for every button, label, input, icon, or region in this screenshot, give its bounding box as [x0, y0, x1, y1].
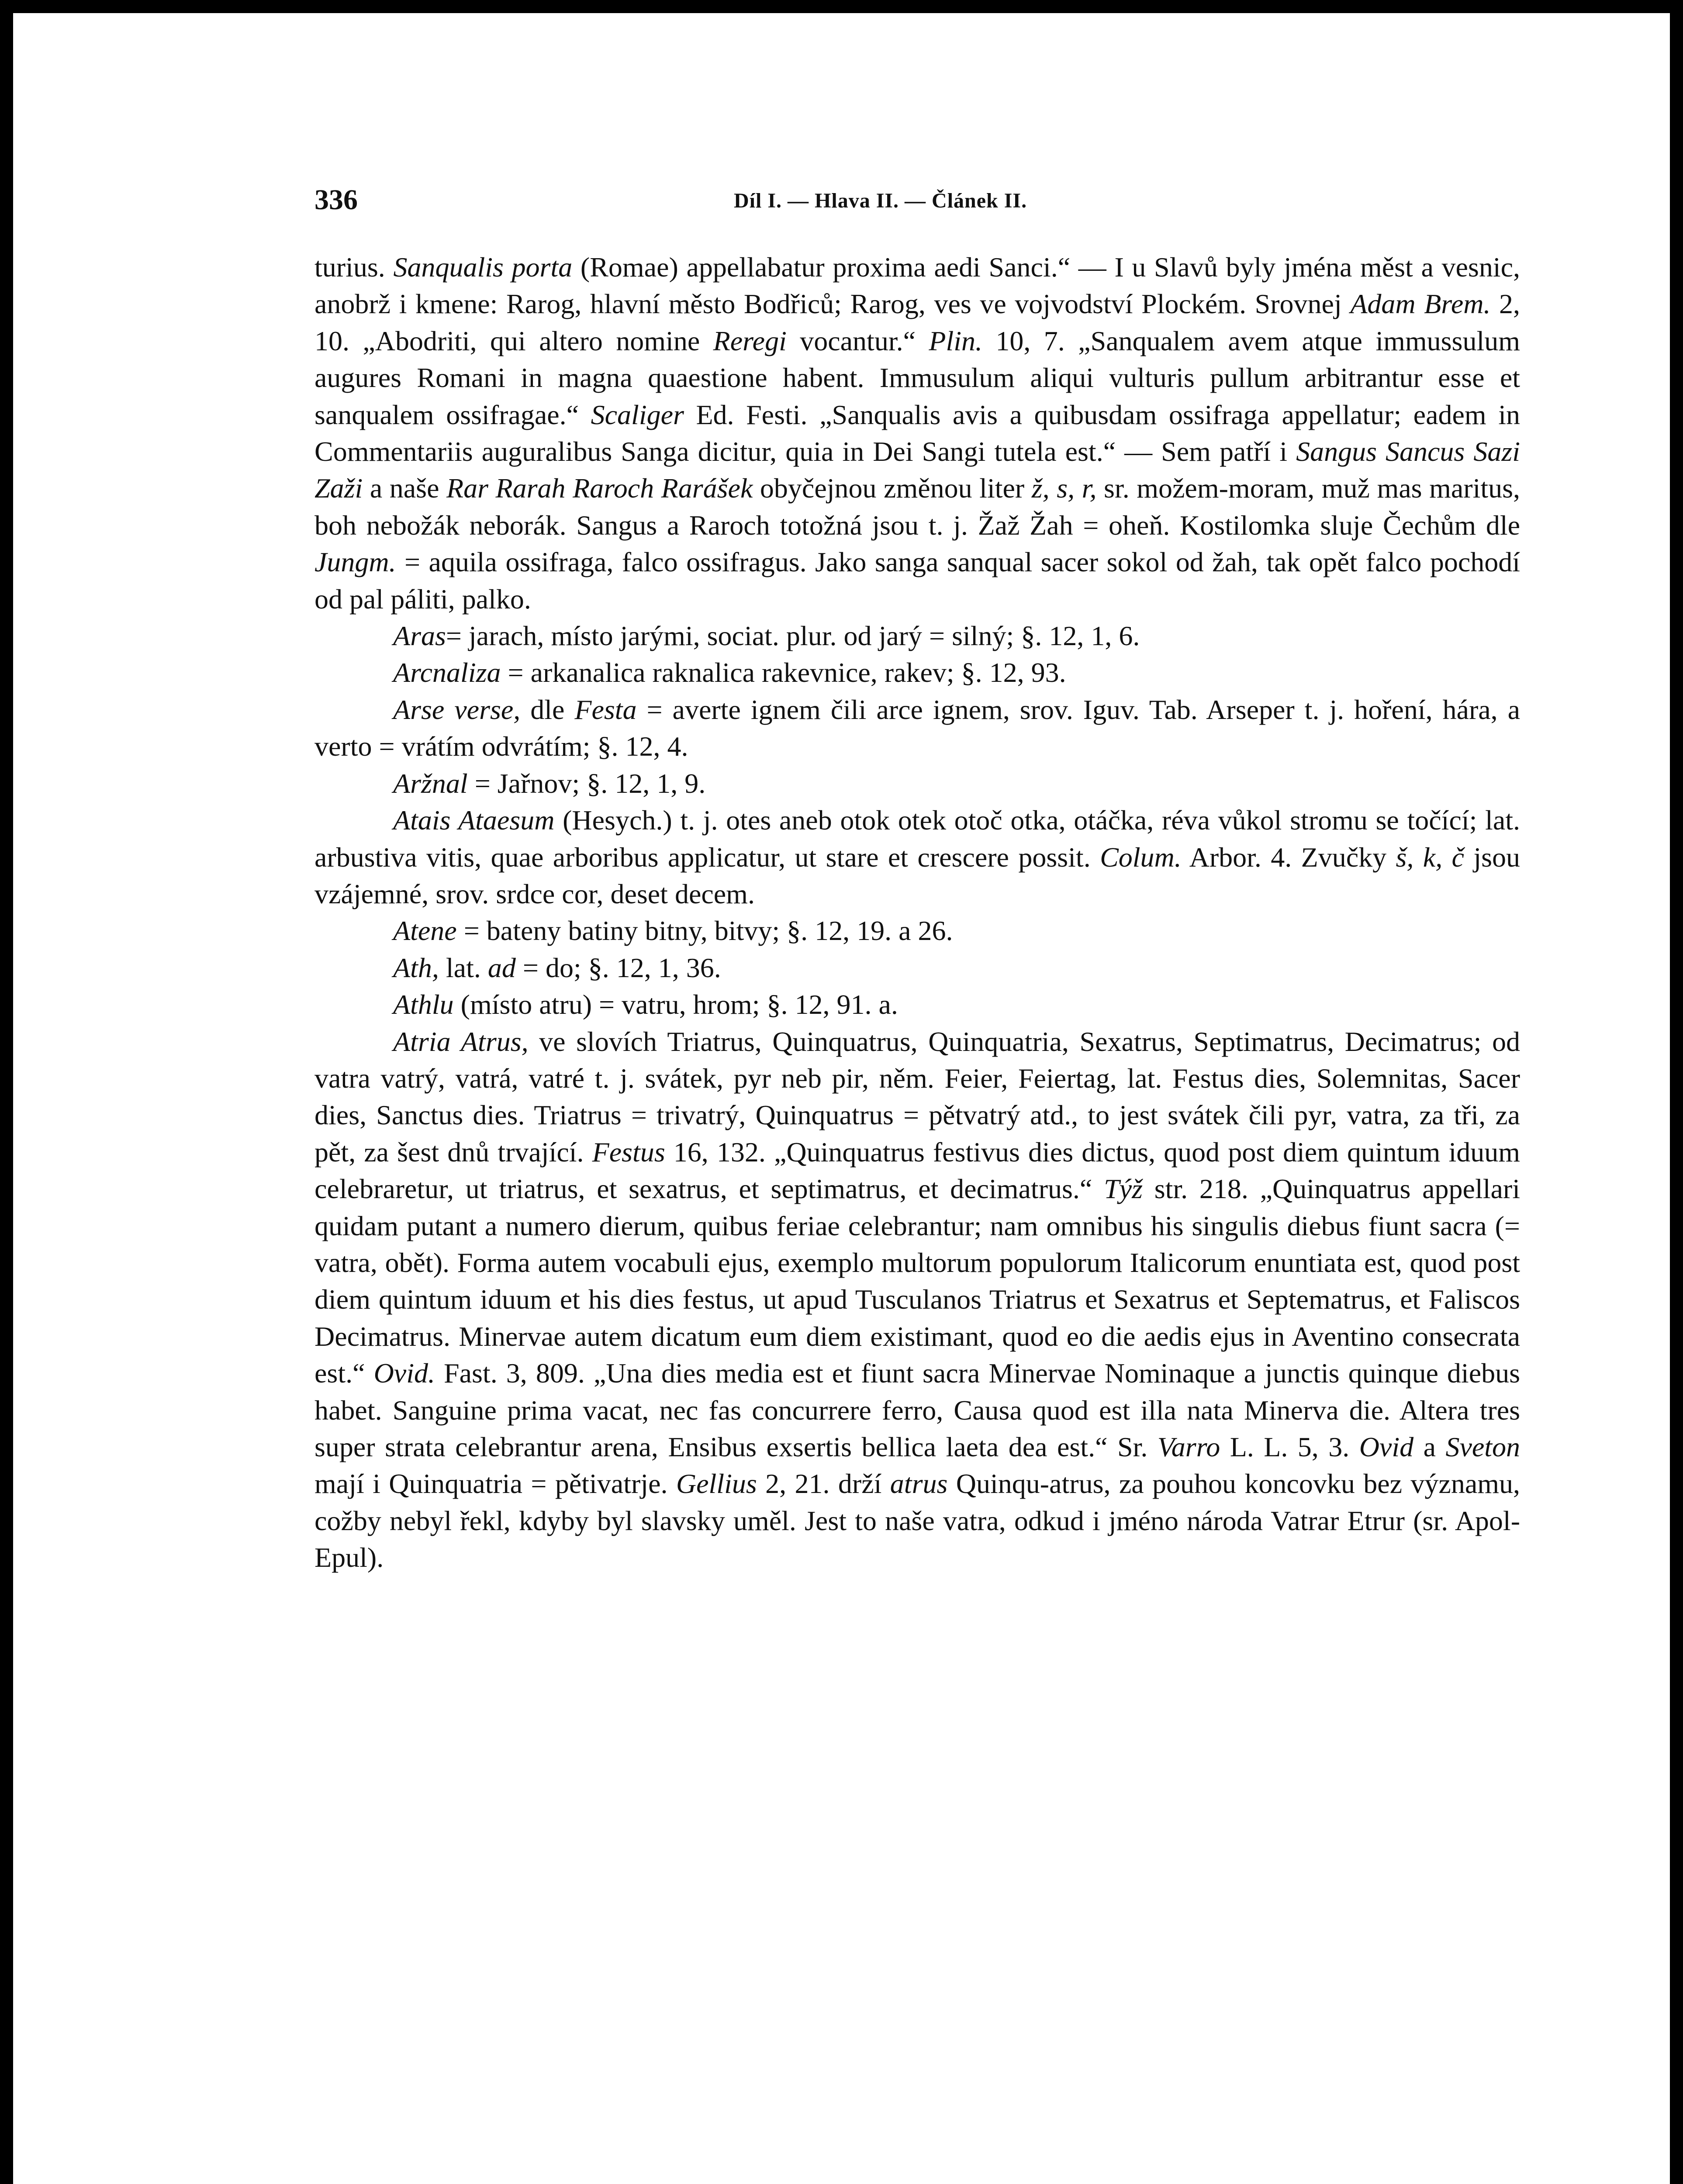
intro-paragraph: turius. Sanqualis porta (Romae) appellabatur proxima aedi Sanci.“ — I u Slavů byly jména měst a vesnic, anobrž i kmene: Rarog, hlavní město Bodřiců; Rarog, ves ve vojvodství Plockém. Srovnej Adam Brem. 2, 10. „Abodriti, qui altero nomine Reregi vocantur.“ Plin. 10, 7. „Sanqualem avem atque immussulum augures Romani in magna quaestione habent. Immusulum aliqui vulturis pullum arbitrantur esse et sanqualem ossifragae.“ Scaliger Ed. Festi. „Sanqualis avis a quibusdam ossifraga appellatur; eadem in Commentariis auguralibus Sanga dicitur, quia in Dei Sangi tutela est.“ — Sem patří i Sangus Sancus Sazi Zaži a naše Rar Rarah Raroch Rarášek obyčejnou změnou liter ž, s, r, sr. možem-moram, muž mas maritus, boh nebožák neborák. Sangus a Raroch totožná jsou t. j. Žaž Žah = oheň. Kostilomka sluje Čechům dle Jungm. = aquila ossifraga, falco ossifragus. Jako sanga sanqual sacer sokol od žah, tak opět falco pochodí od pal páliti, palko. [314, 252, 1521, 615]
entry-arse-verse: Arse verse, dle Festa = averte ignem čili arce ignem, srov. Iguv. Tab. Arseper t. j. hoření, hára, a verto = vrátím odvrátím; §. 12, 4. [314, 694, 1521, 762]
entry-ath: Ath, lat. ad = do; §. 12, 1, 36. [393, 952, 721, 983]
dictionary-entries [314, 618, 1520, 1576]
entry-headword: Atria Atrus, [393, 1026, 529, 1057]
page-header [314, 183, 1520, 249]
entry-headword: Athlu [393, 989, 454, 1020]
document-page [314, 183, 1520, 1576]
entry-aras: Aras= jarach, místo jarými, sociat. plur. od jarý = silný; §. 12, 1, 6. [393, 620, 1140, 652]
entry-atene: Atene = bateny batiny bitny, bitvy; §. 12, 19. a 26. [393, 915, 953, 947]
entry-headword: Atais Ataesum [393, 805, 555, 836]
entry-headword: Arse verse, [393, 694, 521, 725]
entry-arznal: Aržnal = Jařnov; §. 12, 1, 9. [393, 767, 706, 799]
entry-athlu: Athlu (místo atru) = vatru, hrom; §. 12, 91. a. [393, 989, 898, 1020]
entry-headword: Ath, [393, 952, 439, 983]
body-text [314, 249, 1520, 1576]
entry-headword: Aras [393, 620, 446, 652]
entry-headword: Arcnaliza [393, 657, 501, 688]
entry-headword: Atene [393, 915, 457, 947]
entry-atais: Atais Ataesum (Hesych.) t. j. otes aneb otok otek otoč otka, otáčka, réva vůkol stromu se točící; lat. arbustiva vitis, quae arboribus applicatur, ut stare et crescere possit. Colum. Arbor. 4. Zvučky š, k, č jsou vzájemné, srov. srdce cor, deset decem. [314, 805, 1521, 909]
page-number: 336 [314, 184, 358, 216]
running-title: Díl I. — Hlava II. — Článek II. [734, 189, 1027, 212]
entry-arcnaliza: Arcnaliza = arkanalica raknalica rakevnice, rakev; §. 12, 93. [393, 657, 1066, 688]
entry-atria-atrus: Atria Atrus, ve slovích Triatrus, Quinquatrus, Quinquatria, Sexatrus, Septimatrus, Decimatrus; od vatra vatrý, vatrá, vatré t. j. svátek, pyr neb pir, něm. Feier, Feiertag, lat. Festus dies, Solemnitas, Sacer dies, Sanctus dies. Triatrus = trivatrý, Quinquatrus = pětvatrý atd., to jest svátek čili pyr, vatra, za tři, za pět, za šest dnů trvající. Festus 16, 132. „Quinquatrus festivus dies dictus, quod post diem quintum iduum celebraretur, ut triatrus, et sexatrus, et septimatrus, et decimatrus.“ Týž str. 218. „Quinquatrus appellari quidam putant a numero dierum, quibus feriae celebrantur; nam omnibus his singulis diebus fiunt sacra (= vatra, obět). Forma autem vocabuli ejus, exemplo multorum populorum Italicorum enuntiata est, quod post diem quintum iduum et his dies festus, ut apud Tusculanos Triatrus et Sexatrus et Septematrus, et Faliscos Decimatrus. Minervae autem dicatum eum diem existimant, quod eo die aedis ejus in Aventino consecrata est.“ Ovid. Fast. 3, 809. „Una dies media est et fiunt sacra Minervae Nominaque a junctis quinque diebus habet. Sanguine prima vacat, nec fas concurrere ferro, Causa quod est illa nata Minerva die. Altera tres super strata celebrantur arena, Ensibus exsertis bellica laeta dea est.“ Sr. Varro L. L. 5, 3. Ovid a Sveton mají i Quinquatria = pětivatrje. Gellius 2, 21. drží atrus Quinqu-atrus, za pouhou koncovku bez významu, cožby nebyl řekl, kdyby byl slavsky uměl. Jest to naše vatra, odkud i jméno národa Vatrar Etrur (sr. Apol-Epul). [314, 1026, 1521, 1573]
entry-headword: Aržnal [393, 767, 468, 799]
